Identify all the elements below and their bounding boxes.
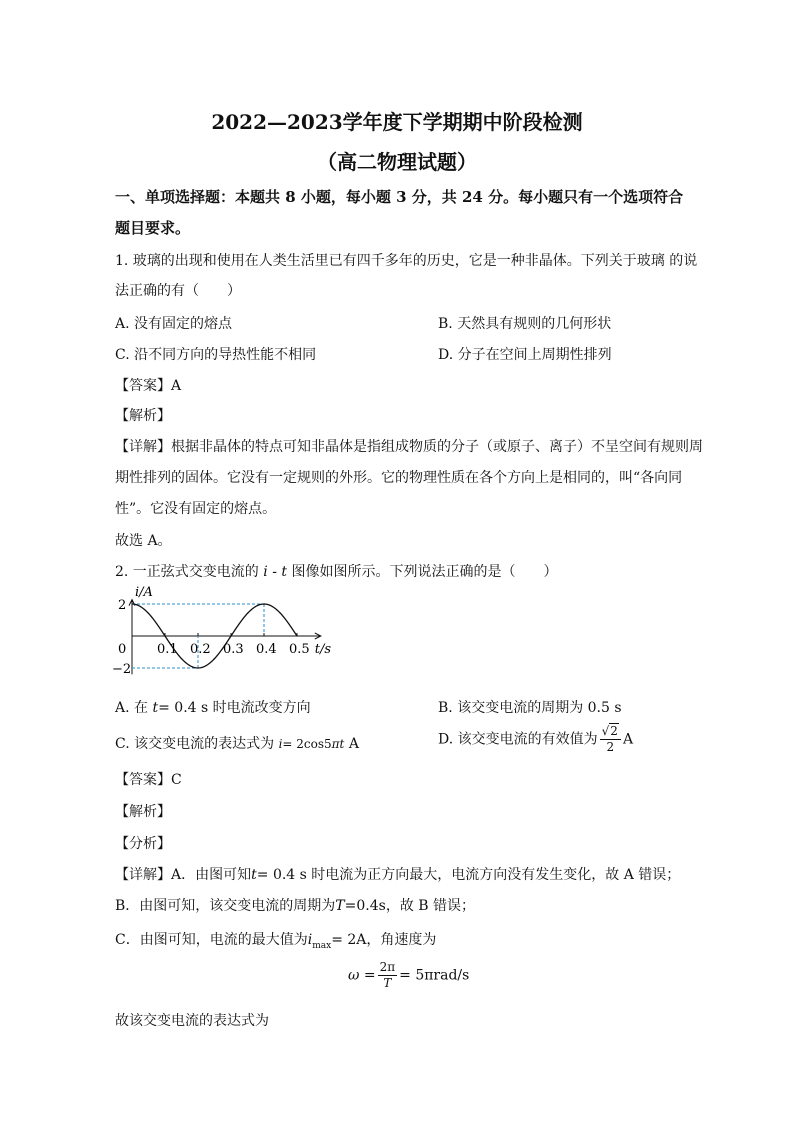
y-tick-label: 2	[118, 598, 127, 613]
chart-svg	[112, 584, 334, 684]
q1-detail-cont: 期性排列的固体。它没有一定规则的外形。它的物理性质在各个方向上是相同的，叫“各向同	[115, 470, 683, 486]
x-tick-label: 0.3	[223, 642, 244, 657]
y-tick-label: −2	[112, 662, 132, 677]
origin-label: 0	[118, 642, 127, 657]
q1-answer: 【答案】A	[115, 378, 182, 394]
q2-detail-c: C．由图可知，电流的最大值为$i_{max}= 2A$，角速度为	[115, 932, 437, 951]
paper-subtitle: （高二物理试题）	[317, 150, 477, 174]
q1-stem-cont: 法正确的有（ ）	[115, 283, 241, 299]
x-tick-label: 0.2	[190, 642, 211, 657]
data-point	[247, 613, 248, 614]
section-heading: 一、单项选择题：本题共 8 小题，每小题 3 分，共 24 分。每小题只有一个选项符合	[115, 188, 684, 206]
y-axis-label: i/A	[135, 585, 153, 600]
q2-option-b: B. 该交变电流的周期为 0.5 s	[438, 700, 622, 716]
q1-detail: 【详解】根据非晶体的特点可知非晶体是指组成物质的分子（或原子、离子）不呈空间有规则周	[115, 439, 703, 455]
q1-option-b: B. 天然具有规则的几何形状	[438, 316, 612, 332]
q2-tail: 故该交变电流的表达式为	[115, 1013, 269, 1029]
data-point	[263, 603, 264, 604]
x-axis-label: t/s	[314, 642, 332, 657]
q1-option-a: A. 没有固定的熔点	[115, 316, 233, 332]
x-tick-label: 0.4	[256, 642, 277, 657]
data-point	[131, 603, 132, 604]
data-point	[280, 613, 281, 614]
omega-formula: ω = $\frac{2\pi}{T}$ = 5πrad/s	[348, 960, 470, 990]
q1-detail-cont2: 性”。它没有固定的熔点。	[115, 501, 277, 517]
data-point	[181, 658, 182, 659]
data-point	[197, 667, 198, 668]
paper-title: 2022—2023学年度下学期期中阶段检测	[211, 110, 583, 134]
sqrt-fraction: $\frac{√2}{2}$	[600, 724, 621, 755]
section-heading-cont: 题目要求。	[115, 219, 191, 237]
q2-option-d: D. 该交变电流的有效值为 $\frac{√2}{2}$ A	[438, 724, 634, 754]
q2-option-c: C. 该交变电流的表达式为 i= 2cos5πt A	[115, 736, 359, 752]
q1-stem: 1. 玻璃的出现和使用在人类生活里已有四千多年的历史，它是一种非晶体。下列关于玻璃 的说	[115, 253, 698, 269]
q2-detail-b: B．由图可知，该交变电流的周期为T=0.4s，故 B 错误；	[115, 898, 476, 914]
q2-analysis-label: 【解析】	[115, 804, 171, 820]
q2-stem: 2. 一正弦式交变电流的 i - t 图像如图所示。下列说法正确的是（ ）	[115, 564, 558, 580]
current-time-graph	[112, 584, 334, 684]
q2-answer: 【答案】C	[115, 772, 182, 788]
x-tick-label: 0.1	[157, 642, 178, 657]
q2-detail-a: 【详解】A．由图可知t= 0.4 s 时电流为正方向最大，电流方向没有发生变化，故 A 错误；	[115, 867, 681, 883]
data-point	[148, 613, 149, 614]
q1-conclusion: 故选 A。	[115, 533, 172, 549]
q2-option-a: A. 在 t= 0.4 s 时电流改变方向	[115, 700, 311, 716]
q1-option-c: C. 沿不同方向的导热性能不相同	[115, 347, 317, 363]
q1-option-d: D. 分子在空间上周期性排列	[438, 347, 612, 363]
omega-fraction: $\frac{2\pi}{T}$	[379, 960, 396, 990]
x-tick-label: 0.5	[289, 642, 310, 657]
q2-fenxi-label: 【分析】	[115, 836, 171, 852]
q1-analysis-label: 【解析】	[115, 408, 171, 424]
data-point	[214, 658, 215, 659]
